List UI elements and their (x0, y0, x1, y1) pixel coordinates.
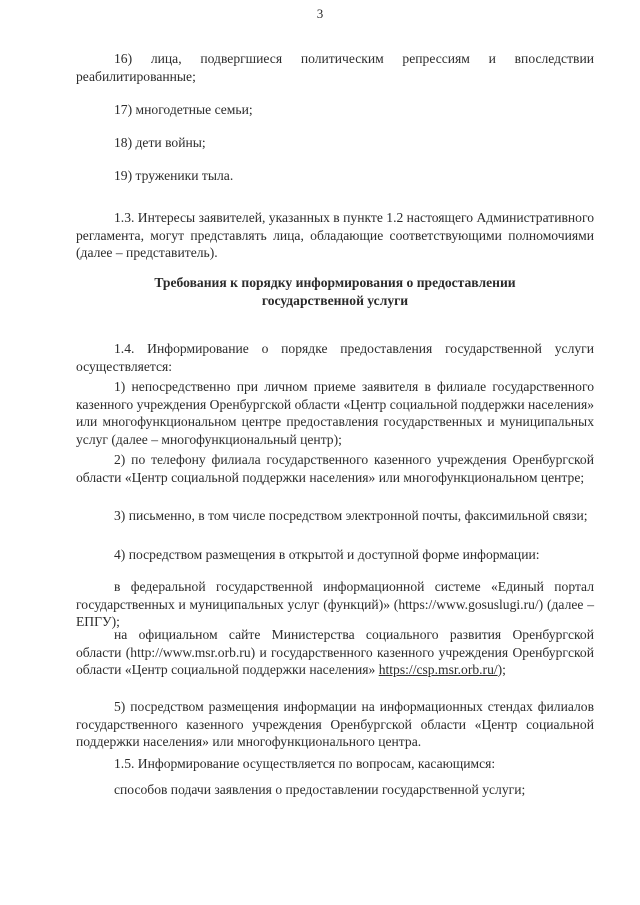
section-1-4-item-5: 5) посредством размещения информации на информационных стендах филиалов государственного казенного учреждения Оренбургской области «Центр социальной поддержки населения» или многофункционального центра. (76, 699, 594, 749)
section-1-5-item-1: способов подачи заявления о предоставлении государственной услуги; (114, 782, 526, 797)
item-4b-text: на официальном сайте Министерства социального развития Оренбургской области (http://www.msr.orb.ru) и государственного казенного учреждения Оренбургской области «Центр социальной поддержки населения» (76, 627, 594, 677)
heading-line-2: государственной услуги (261, 292, 409, 308)
section-1-4-item-4a: в федеральной государственной информационной системе «Единый портал государственных и муниципальных услуг (функций)» (https://www.gosuslugi.ru/) (далее – ЕПГУ); (76, 579, 594, 629)
list-item-16: 16) лица, подвергшиеся политическим репрессиям и впоследствии реабилитированные; (76, 51, 594, 84)
list-item-18: 18) дети войны; (114, 135, 206, 150)
section-1-4-item-4b (76, 626, 594, 679)
section-1-4-item-1: 1) непосредственно при личном приеме заявителя в филиале государственного казенного учреждения Оренбургской области «Центр социальной поддержки населения» или многофункциональном центре предоставления государственных и муниципальных услуг (далее – многофункциональный центр); (76, 379, 594, 447)
list-item-17: 17) многодетные семьи; (114, 102, 253, 117)
section-1-5-intro: 1.5. Информирование осуществляется по вопросам, касающимся: (114, 756, 496, 771)
list-item-19: 19) труженики тыла. (114, 168, 234, 183)
section-1-4-intro: 1.4. Информирование о порядке предоставления государственной услуги осуществляется: (76, 341, 594, 374)
section-1-4-item-2: 2) по телефону филиала государственного казенного учреждения Оренбургской области «Центр социальной поддержки населения» или многофункциональном центре; (76, 452, 594, 485)
page-number: 3 (316, 6, 324, 21)
item-4b-tail: ); (497, 662, 506, 677)
section-1-4-item-4: 4) посредством размещения в открытой и доступной форме информации: (114, 547, 540, 562)
section-1-4-item-3: 3) письменно, в том числе посредством электронной почты, факсимильной связи; (114, 508, 588, 523)
section-heading (76, 274, 594, 309)
section-1-3: 1.3. Интересы заявителей, указанных в пункте 1.2 настоящего Административного регламента, могут представлять лица, обладающие соответствующими полномочиями (далее – представитель). (76, 210, 595, 260)
csp-link[interactable]: https://csp.msr.orb.ru/ (378, 662, 498, 677)
heading-line-1: Требования к порядку информирования о предоставлении (154, 275, 516, 290)
